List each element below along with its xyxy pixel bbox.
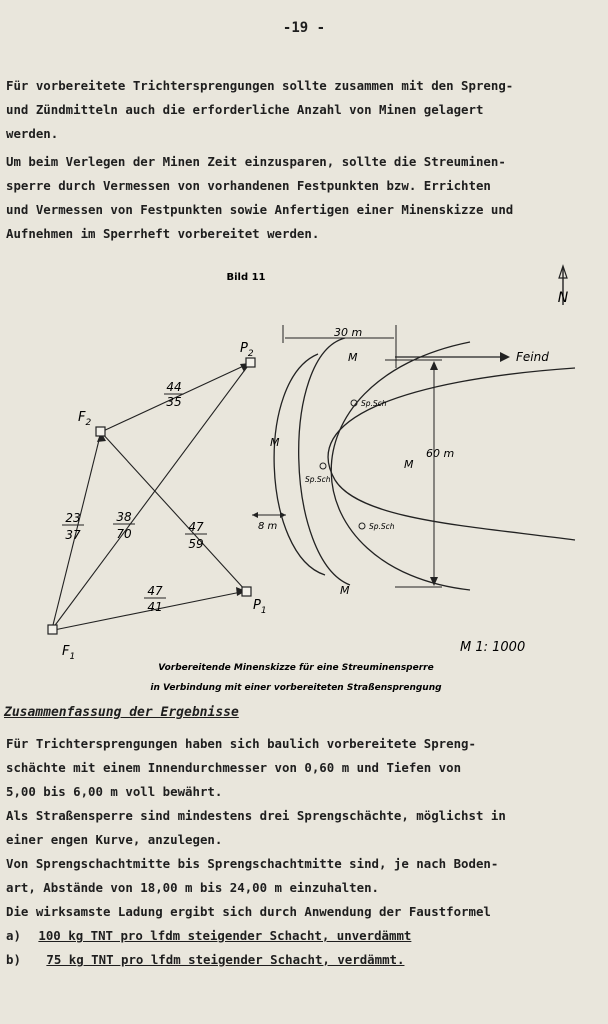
figure-label: Bild 11 bbox=[226, 272, 266, 283]
figure-caption-line: Vorbereitende Minenskizze für eine Streuminensperre bbox=[158, 663, 434, 673]
list-marker: b) bbox=[6, 952, 21, 967]
dimension-30m bbox=[283, 325, 396, 368]
text-line: art, Abstände von 18,00 m bis 24,00 m einzuhalten. bbox=[6, 880, 379, 895]
dimension-30m-label: 30 m bbox=[334, 326, 363, 339]
list-marker: a) bbox=[6, 928, 21, 943]
measurement-value: 41 bbox=[147, 600, 163, 614]
mine-line-curve bbox=[331, 342, 470, 590]
enemy-label: Feind bbox=[516, 350, 549, 364]
point-p1 bbox=[242, 587, 251, 596]
dimension-60m bbox=[385, 360, 454, 587]
mine-field-curves bbox=[274, 338, 575, 590]
measurement-value: 59 bbox=[188, 537, 204, 551]
dimension-8m bbox=[252, 512, 286, 532]
text-line: und Zündmitteln auch die erforderliche Anzahl von Minen gelagert bbox=[6, 102, 484, 117]
mine-marker: M bbox=[404, 458, 414, 471]
enemy-direction-arrow bbox=[395, 350, 549, 364]
measurement-value: 35 bbox=[166, 395, 182, 409]
text-line: Als Straßensperre sind mindestens drei Sprengschächte, möglichst in bbox=[6, 808, 506, 823]
text-line: sperre durch Vermessen von vorhandenen Festpunkten bzw. Errichten bbox=[6, 178, 491, 193]
list-text: 75 kg TNT pro lfdm steigender Schacht, verdämmt. bbox=[46, 952, 405, 967]
text-line: Von Sprengschachtmitte bis Sprengschachtmitte sind, je nach Boden- bbox=[6, 856, 499, 871]
text-line: und Vermessen von Festpunkten sowie Anfertigen einer Minenskizze und bbox=[6, 202, 514, 217]
summary-paragraph bbox=[6, 732, 602, 972]
text-line: schächte mit einem Innendurchmesser von 0,60 m und Tiefen von bbox=[6, 760, 462, 775]
list-item bbox=[6, 924, 602, 948]
shaft-label: Sp.Sch bbox=[369, 522, 395, 531]
svg-text:P1: $P_1$ bbox=[253, 598, 267, 616]
svg-text:F1: $F_1$ bbox=[62, 644, 76, 662]
measurement-value: 47 bbox=[147, 584, 163, 598]
measurement-value: 44 bbox=[166, 380, 182, 394]
scale-label: M 1: 1000 bbox=[460, 640, 526, 655]
measurement-value: 23 bbox=[65, 511, 81, 525]
measurement-value: 37 bbox=[65, 528, 81, 542]
text-line: einer engen Kurve, anzulegen. bbox=[6, 832, 223, 847]
svg-text:P2: $P_2$ bbox=[240, 341, 254, 359]
text-line: Um beim Verlegen der Minen Zeit einzusparen, sollte die Streuminen- bbox=[6, 154, 506, 169]
list-item bbox=[6, 948, 602, 972]
mine-sketch-figure bbox=[0, 262, 608, 702]
text-line: Für vorbereitete Trichtersprengungen sollte zusammen mit den Spreng- bbox=[6, 78, 514, 93]
north-arrow bbox=[558, 266, 569, 306]
outer-boundary-curve bbox=[299, 338, 350, 585]
mine-markers bbox=[270, 351, 414, 597]
point-p2 bbox=[246, 358, 255, 367]
text-line: 5,00 bis 6,00 m voll bewährt. bbox=[6, 784, 223, 799]
dimension-8m-label: 8 m bbox=[258, 521, 278, 532]
list-text: 100 kg TNT pro lfdm steigender Schacht, unverdämmt bbox=[38, 928, 412, 943]
page-number: -19 - bbox=[282, 20, 326, 36]
shaft-label: Sp.Sch bbox=[361, 399, 387, 408]
measurement-value: 47 bbox=[188, 520, 204, 534]
svg-text:F2: $F_2$ bbox=[78, 410, 92, 428]
figure-caption-line: in Verbindung mit einer vorbereiteten Straßensprengung bbox=[150, 683, 442, 693]
text-line: Die wirksamste Ladung ergibt sich durch Anwendung der Faustformel bbox=[6, 904, 491, 919]
text-line: werden. bbox=[6, 126, 59, 141]
shaft-label: Sp.Sch bbox=[305, 475, 331, 484]
mine-marker: M bbox=[270, 436, 280, 449]
measurement-value: 38 bbox=[116, 510, 132, 524]
blast-shafts bbox=[305, 399, 395, 531]
point-f1 bbox=[48, 625, 57, 634]
paragraph-preparation bbox=[6, 150, 602, 246]
mine-marker: M bbox=[348, 351, 358, 364]
section-heading: Zusammenfassung der Ergebnisse bbox=[4, 705, 239, 720]
measurement-value: 70 bbox=[116, 527, 132, 541]
text-line: Für Trichtersprengungen haben sich baulich vorbereitete Spreng- bbox=[6, 736, 476, 751]
point-f2 bbox=[96, 427, 105, 436]
dimension-60m-label: 60 m bbox=[426, 447, 455, 460]
north-symbol: N bbox=[557, 290, 569, 306]
mine-marker: M bbox=[340, 584, 350, 597]
paragraph-mine-storage bbox=[6, 74, 602, 146]
text-line: Aufnehmen im Sperrheft vorbereitet werden. bbox=[6, 226, 320, 241]
